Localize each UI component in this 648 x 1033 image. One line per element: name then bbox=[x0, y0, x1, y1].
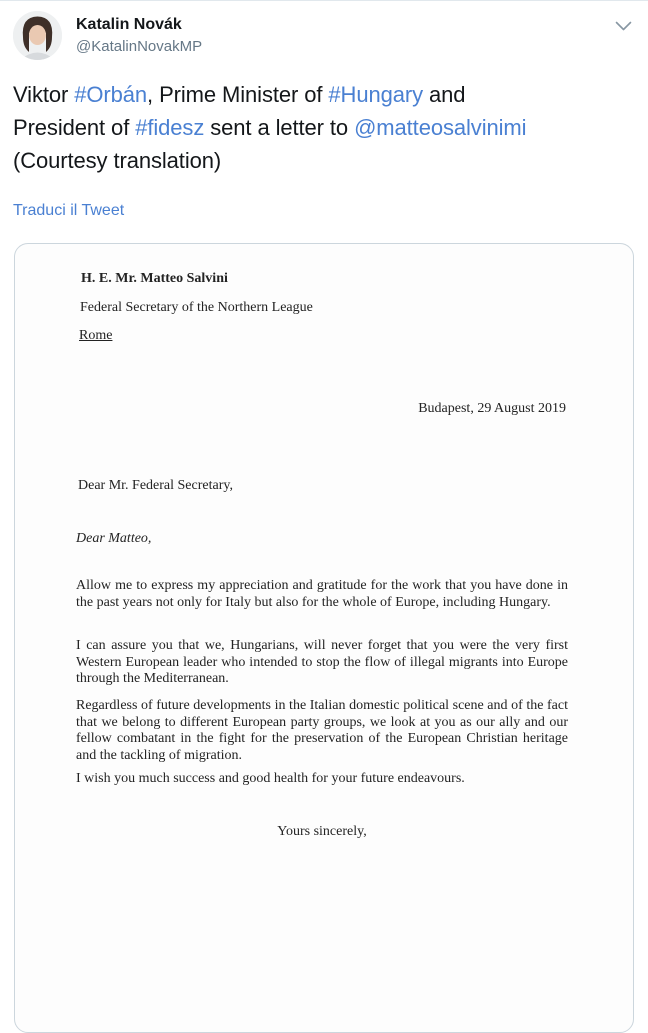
user-handle[interactable]: @KatalinNovakMP bbox=[76, 38, 203, 55]
translate-tweet-link[interactable]: Traduci il Tweet bbox=[13, 202, 125, 219]
tweet-line bbox=[13, 78, 638, 111]
avatar[interactable] bbox=[13, 11, 62, 60]
letter-paragraph: Regardless of future developments in the Italian domestic political scene and of the fact that we belong to different European party groups, we look at you as our ally and our fellow combatant in the fight for the preservation of the European Christian heritage and the tackling of migration. bbox=[76, 698, 568, 763]
tweet-text-segment: , Prime Minister of bbox=[147, 82, 329, 107]
letter-paragraph: Allow me to express my appreciation and gratitude for the work that you have done in the past years not only for Italy but also for the whole of Europe, including Hungary. bbox=[76, 578, 568, 610]
top-divider bbox=[0, 0, 648, 1]
letter-salutation-informal: Dear Matteo, bbox=[76, 531, 152, 546]
hashtag-orban-link[interactable]: #Orbán bbox=[74, 82, 148, 107]
letter-dateline: Budapest, 29 August 2019 bbox=[418, 401, 566, 416]
hashtag-hungary-link[interactable]: #Hungary bbox=[328, 82, 424, 107]
chevron-down-icon[interactable] bbox=[615, 18, 632, 28]
letter-recipient-title: Federal Secretary of the Northern League bbox=[80, 300, 313, 315]
tweet-text-segment: sent a letter to bbox=[204, 115, 355, 140]
letter-paragraph: I wish you much success and good health for your future endeavours. bbox=[76, 771, 465, 786]
tweet-text-segment: Viktor bbox=[13, 82, 75, 107]
tweet-line bbox=[13, 111, 638, 144]
avatar-portrait-image bbox=[13, 11, 62, 60]
letter-image[interactable] bbox=[14, 243, 634, 1033]
display-name[interactable]: Katalin Novák bbox=[76, 16, 182, 33]
letter-recipient-name: H. E. Mr. Matteo Salvini bbox=[81, 271, 228, 286]
hashtag-fidesz-link[interactable]: #fidesz bbox=[135, 115, 205, 140]
letter-closing: Yours sincerely, bbox=[277, 824, 367, 839]
tweet-text-segment: President of bbox=[13, 115, 136, 140]
mention-matteosalvinimi-link[interactable]: @matteosalvinimi bbox=[354, 115, 527, 140]
tweet-text-segment: (Courtesy translation) bbox=[13, 148, 222, 173]
tweet-line bbox=[13, 144, 638, 177]
tweet-text-segment: and bbox=[423, 82, 466, 107]
letter-salutation-formal: Dear Mr. Federal Secretary, bbox=[78, 478, 233, 493]
tweet-text bbox=[13, 78, 638, 177]
letter-recipient-city: Rome bbox=[79, 328, 113, 343]
letter-paragraph: I can assure you that we, Hungarians, will never forget that you were the very first Western European leader who intended to stop the flow of illegal migrants into Europe through the Mediterranean. bbox=[76, 638, 568, 686]
